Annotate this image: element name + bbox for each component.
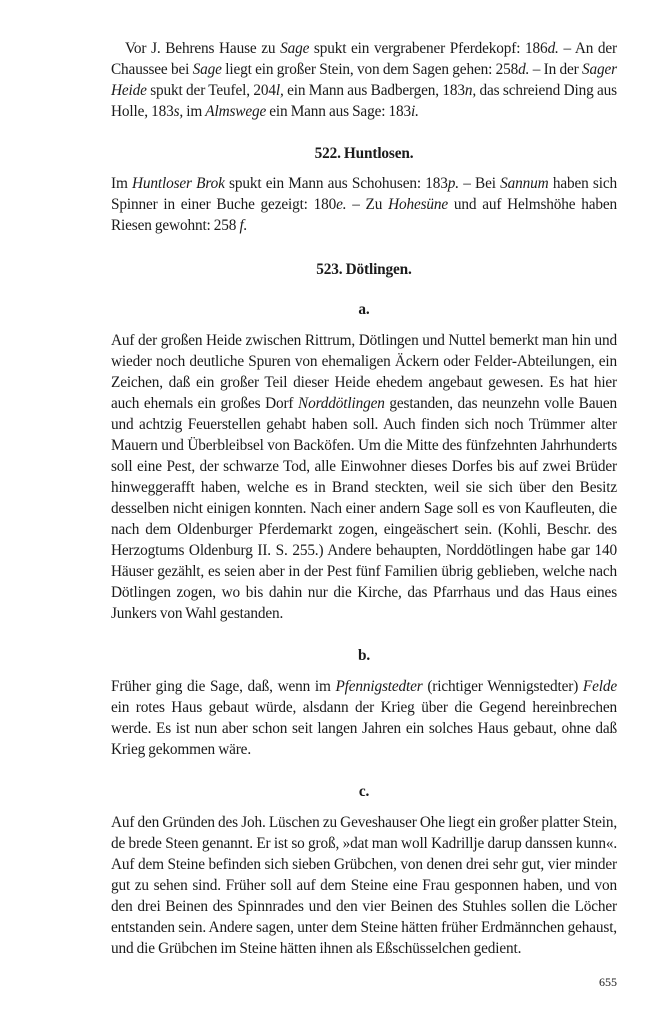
reference-suffix: d. (547, 40, 559, 57)
subsection-c-paragraph (111, 812, 617, 959)
text-run: ein Mann aus Badbergen, 183 (283, 82, 465, 99)
page-body (111, 38, 617, 959)
text-run: gestanden, das neunzehn volle Bauen und achtzig Feuerstellen gehabt haben soll. Auch finden sich noch Trümmer alter Mauern und Überbleibsel von Backöfen. Um die Mitte des fünfzehnten Jahrhunderts soll eine Pest, der schwarze Tod, alle Einwohner dieses Dorfes bis auf zwei Brüder hinweggerafft haben, welche es in Brand steckten, weil sie sich über den Besitz desselben nicht einigen konnten. Nach einer andern Sage soll es von Kaufleuten, die nach dem Oldenburger Pferdemarkt zogen, eingeäschert sein. (Kohli, Beschr. des Herzogtums Oldenburg II. S. 255.) Andere behaupten, Norddötlingen habe gar 140 Häuser gezählt, es seien aber in der Pest fünf Familien übrig geblieben, welche nach Dötlingen zogen, wo bis dahin nur die Kirche, das Pfarrhaus und das Haus eines Junkers von Wahl gestanden. (111, 395, 617, 622)
place-name: Pfennigstedter (335, 678, 423, 695)
page-footer (111, 973, 617, 1011)
section-522-paragraph (111, 173, 617, 236)
section-heading-523: 523. Dötlingen. (316, 261, 412, 278)
reference-suffix: n, (464, 82, 477, 99)
page-number: 655 (599, 975, 617, 989)
text-run: – Bei (458, 175, 501, 192)
text-run: – Zu (346, 196, 389, 213)
place-name: Sannum (500, 175, 549, 192)
text-run: ein Mann aus Sage: 183 (266, 103, 411, 120)
place-name: Huntloser Brok (132, 175, 225, 192)
text-run: Auf den Gründen des Joh. Lüschen zu Geveshauser Ohe liegt ein großer platter Stein, de brede Steen genannt. Er ist so groß, »dat man woll Kadrillje darup danssen kunn«. Auf dem Steine befinden sich sieben Grübchen, von denen drei sehr gut, vier minder gut zu sehen sind. Früher soll auf dem Steine eine Frau gesponnen haben, und von den drei Beinen des Spinnrades und den vier Beinen des Stuhles sollen die Löcher entstanden sein. Andere sagen, unter dem Steine hätten früher Erdmännchen gehaust, und die Grübchen im Steine hätten ihnen als Eßschüsselchen gedient. (111, 814, 617, 957)
place-name: Almswege (205, 103, 267, 120)
place-name: Sage (192, 61, 222, 78)
intro-paragraph (111, 38, 617, 122)
text-run: im (183, 103, 206, 120)
reference-suffix: p. (447, 175, 459, 192)
reference-suffix: s, (173, 103, 184, 120)
text-run: das schreiend Ding aus Holle, 183 (111, 82, 617, 120)
reference-suffix: e. (336, 196, 347, 213)
place-name: Felde (582, 678, 617, 695)
text-run: – In der (529, 61, 583, 78)
place-name: Hohesüne (388, 196, 449, 213)
text-run: liegt ein großer Stein, von dem Sagen gehen: 258 (221, 61, 519, 78)
reference-suffix: l, (275, 82, 284, 99)
place-name: Sager Heide (111, 61, 617, 99)
text-run: ein rotes Haus gebaut würde, alsdann der Krieg über die Gegend hereinbrechen werde. Es ist nun aber schon seit langen Jahren ein solches Haus gebaut, ohne daß Krieg gekommen wäre. (111, 699, 617, 758)
text-run: Vor J. Behrens Hause zu (125, 40, 281, 57)
text-run: und auf Helmshöhe haben Riesen gewohnt: 258 (111, 196, 618, 234)
subsection-label-a: a. (358, 301, 370, 318)
text-run: Auf der großen Heide zwischen Rittrum, Dötlingen und Nuttel bemerkt man hin und wieder noch deutliche Spuren von ehemaligen Äckern oder Felder-Abteilungen, ein Zeichen, daß ein großer Teil dieser Heide ehedem angebaut gewesen. Es hat hier auch ehemals ein großes Dorf (111, 332, 617, 412)
section-heading-522: 522. Huntlosen. (314, 145, 414, 162)
place-name: Sage (280, 40, 310, 57)
text-run: Früher ging die Sage, daß, wenn im (111, 678, 336, 695)
text-run: (richtiger Wennigstedter) (422, 678, 583, 695)
reference-suffix: d. (518, 61, 530, 78)
reference-suffix: f. (239, 217, 248, 234)
place-name: Norddötlingen (298, 395, 385, 412)
subsection-label-b: b. (357, 647, 371, 664)
text-run: haben sich Spinner in einer Buche gezeigt: 180 (111, 175, 617, 213)
text-run: spukt ein Mann aus Schohusen: 183 (224, 175, 448, 192)
text-run: spukt ein vergrabener Pferdekopf: 186 (309, 40, 548, 57)
subsection-b-paragraph (111, 676, 617, 760)
text-run: Im (111, 175, 132, 192)
subsection-label-c: c. (358, 783, 370, 800)
text-run: spukt der Teufel, 204 (146, 82, 276, 99)
reference-suffix: i. (410, 103, 419, 120)
subsection-a-paragraph (111, 330, 617, 624)
text-run: – An der Chaussee bei (111, 40, 617, 78)
